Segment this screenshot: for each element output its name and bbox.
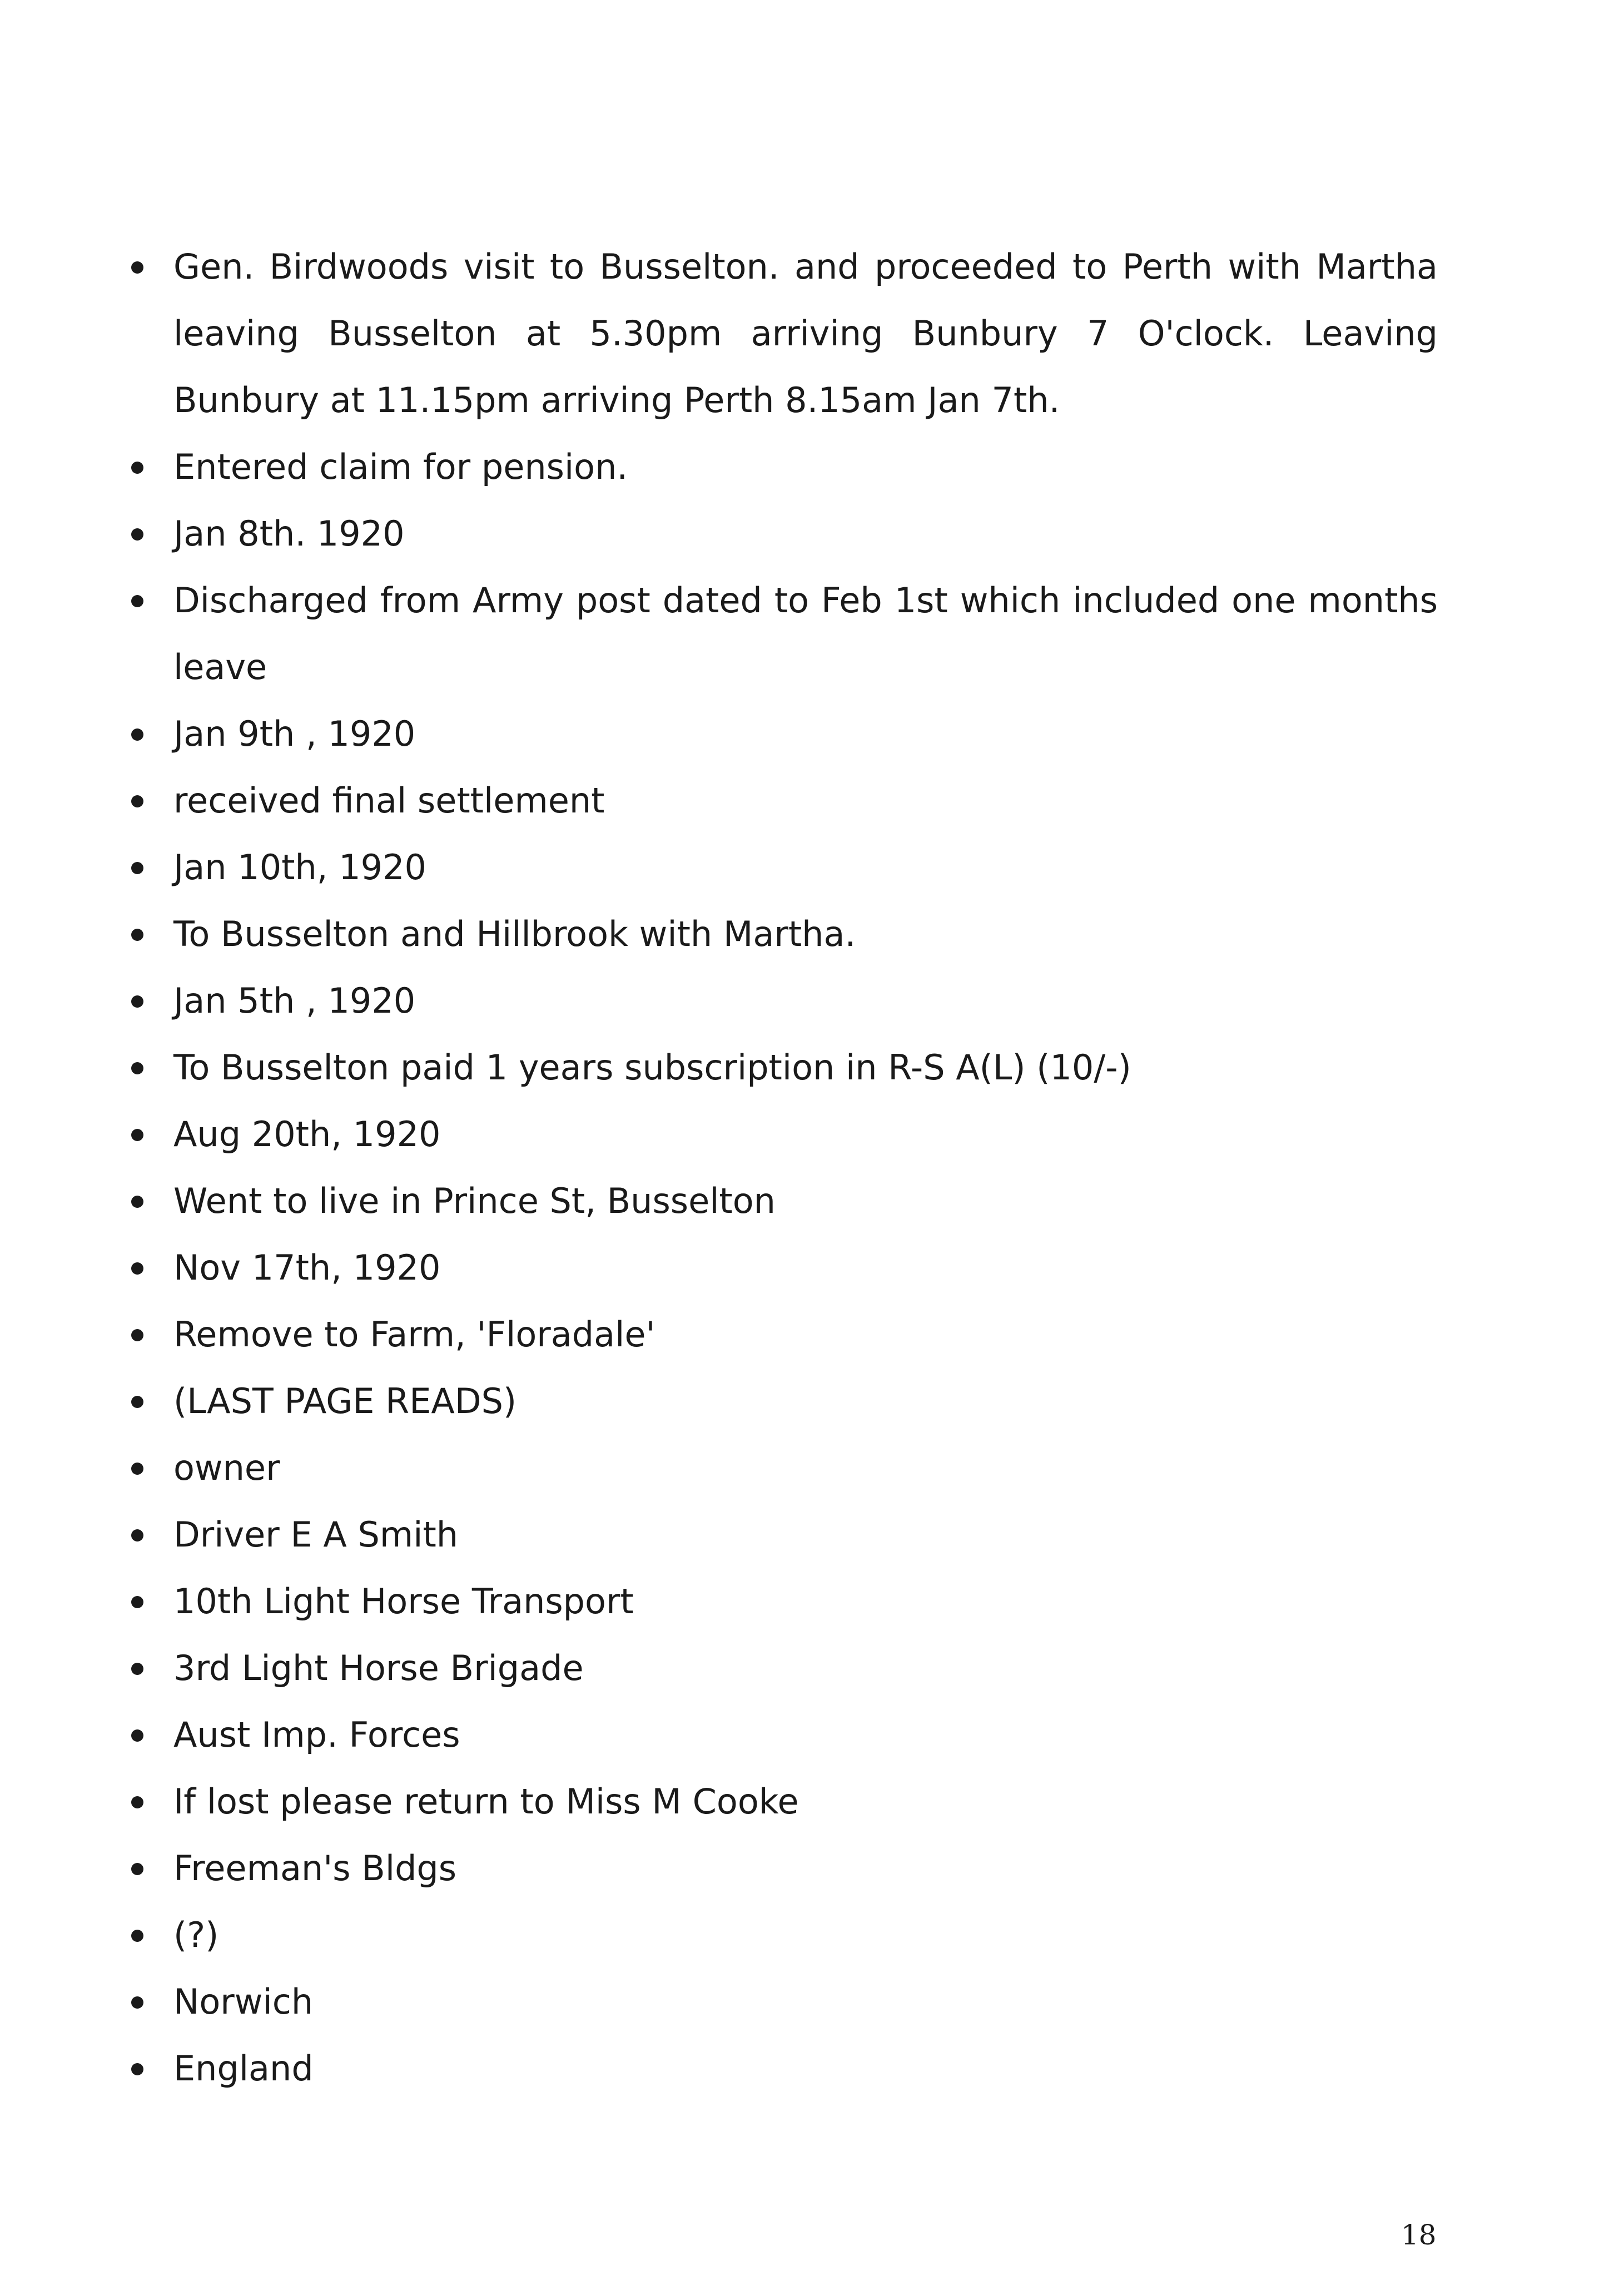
entry-text: Nov 17th, 1920 <box>173 1247 441 1288</box>
list-item <box>131 834 1438 901</box>
entry-text: Remove to Farm, 'Floradale' <box>173 1314 655 1355</box>
bullet-icon <box>131 728 143 741</box>
list-item <box>131 1101 1438 1168</box>
entry-text: Freeman's Bldgs <box>173 1848 457 1889</box>
bullet-icon <box>131 1396 143 1408</box>
list-item <box>131 767 1438 834</box>
list-item <box>131 2035 1438 2102</box>
list-item <box>131 434 1438 500</box>
list-item <box>131 1635 1438 1702</box>
list-item <box>131 901 1438 968</box>
list-item <box>131 567 1438 701</box>
entry-text: Jan 5th , 1920 <box>173 980 416 1021</box>
entry-text: Discharged from Army post dated to Feb 1st which included one months leave <box>173 580 1438 687</box>
bullet-icon <box>131 2063 143 2075</box>
list-item <box>131 1835 1438 1902</box>
bullet-icon <box>131 1329 143 1341</box>
list-item <box>131 1969 1438 2035</box>
entry-list <box>131 234 1438 2102</box>
entry-text: England <box>173 2048 314 2089</box>
bullet-icon <box>131 1729 143 1742</box>
bullet-icon <box>131 1529 143 1541</box>
entry-text: To Busselton paid 1 years subscription in R-S A(L) (10/-) <box>173 1047 1131 1088</box>
entry-text: owner <box>173 1448 280 1488</box>
bullet-icon <box>131 862 143 874</box>
bullet-icon <box>131 1463 143 1475</box>
entry-text: received final settlement <box>173 780 605 821</box>
entry-text: Gen. Birdwoods visit to Busselton. and proceeded to Perth with Martha leaving Busselton at 5.30pm arriving Bunbury 7 O'clock. Leaving Bunbury at 11.15pm arriving Perth 8.15am Jan 7th. <box>173 246 1438 420</box>
bullet-icon <box>131 1129 143 1141</box>
list-item <box>131 234 1438 434</box>
list-item <box>131 1301 1438 1368</box>
list-item <box>131 1568 1438 1635</box>
entry-text: Jan 8th. 1920 <box>173 513 405 554</box>
entry-text: Jan 9th , 1920 <box>173 713 416 754</box>
list-item <box>131 1768 1438 1835</box>
bullet-icon <box>131 462 143 474</box>
bullet-icon <box>131 261 143 274</box>
entry-text: Jan 10th, 1920 <box>173 847 426 888</box>
bullet-icon <box>131 595 143 607</box>
list-item <box>131 1235 1438 1301</box>
entry-text: Driver E A Smith <box>173 1514 459 1555</box>
list-item <box>131 1702 1438 1768</box>
bullet-icon <box>131 1196 143 1208</box>
entry-text: (LAST PAGE READS) <box>173 1381 517 1421</box>
bullet-icon <box>131 1863 143 1875</box>
entry-text: To Busselton and Hillbrook with Martha. <box>173 914 856 954</box>
bullet-icon <box>131 1930 143 1942</box>
list-item <box>131 1034 1438 1101</box>
list-item <box>131 1435 1438 1501</box>
page-number: 18 <box>1401 2219 1437 2251</box>
entry-text: Aust Imp. Forces <box>173 1714 460 1755</box>
entry-text: Aug 20th, 1920 <box>173 1114 441 1154</box>
entry-text: Entered claim for pension. <box>173 447 628 487</box>
entry-text: Went to live in Prince St, Busselton <box>173 1181 776 1221</box>
bullet-icon <box>131 1996 143 2009</box>
entry-text: 3rd Light Horse Brigade <box>173 1648 584 1688</box>
bullet-icon <box>131 795 143 807</box>
bullet-icon <box>131 1262 143 1275</box>
bullet-icon <box>131 929 143 941</box>
list-item <box>131 968 1438 1034</box>
entry-text: 10th Light Horse Transport <box>173 1581 634 1622</box>
list-item <box>131 701 1438 767</box>
bullet-icon <box>131 1663 143 1675</box>
list-item <box>131 1168 1438 1235</box>
bullet-icon <box>131 1796 143 1808</box>
entry-text: (?) <box>173 1915 219 1955</box>
entry-text: If lost please return to Miss M Cooke <box>173 1781 799 1822</box>
list-item <box>131 1501 1438 1568</box>
list-item <box>131 1368 1438 1435</box>
list-item <box>131 1902 1438 1969</box>
bullet-icon <box>131 1596 143 1608</box>
bullet-icon <box>131 528 143 541</box>
list-item <box>131 500 1438 567</box>
bullet-icon <box>131 995 143 1008</box>
entry-text: Norwich <box>173 1981 314 2022</box>
bullet-icon <box>131 1062 143 1074</box>
